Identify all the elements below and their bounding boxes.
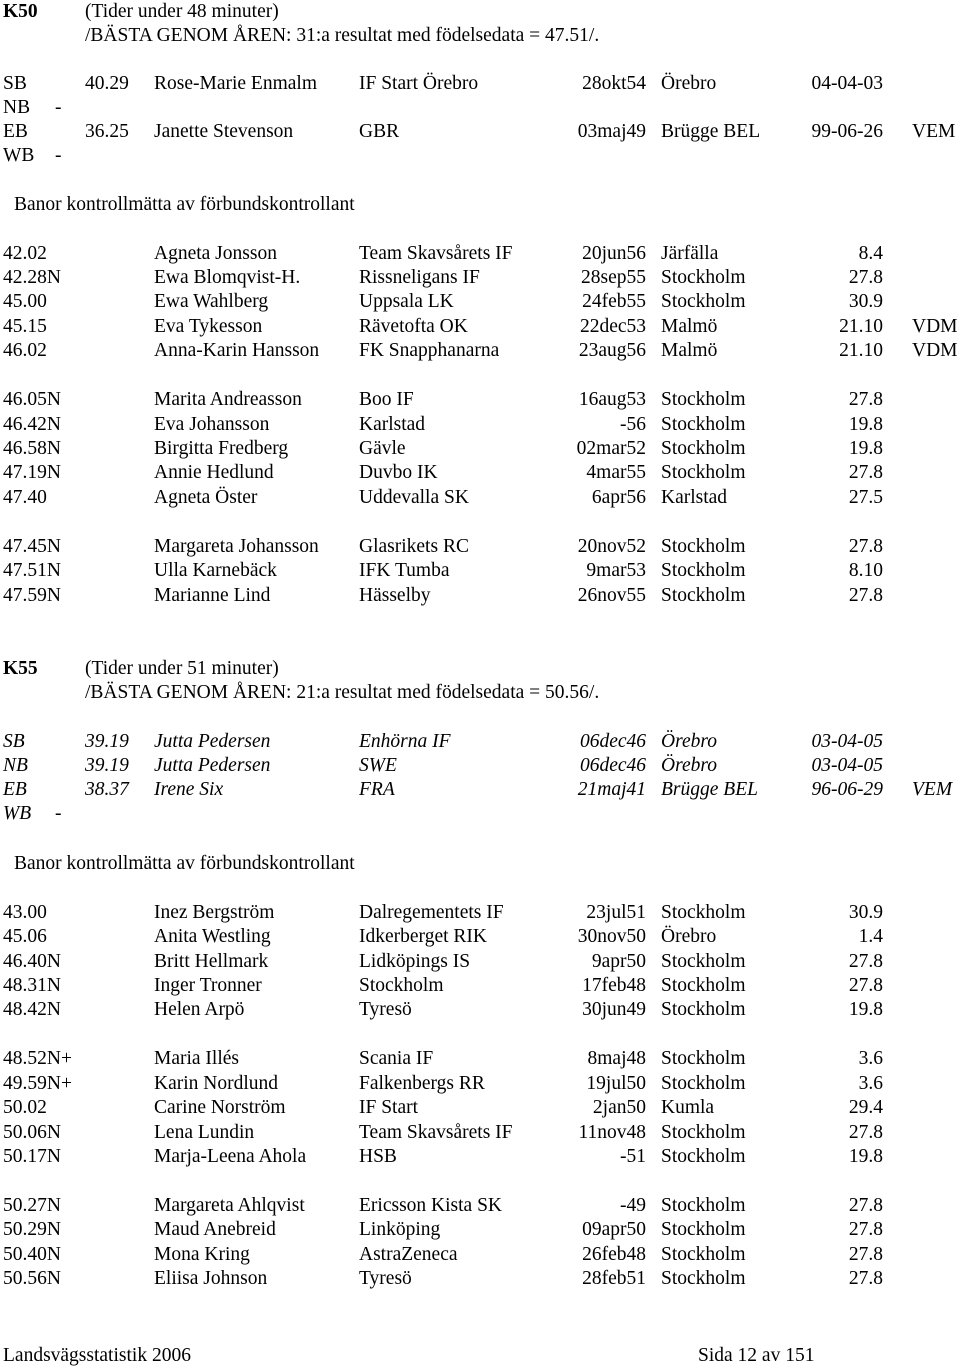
result-club: IF Start [359,1097,419,1118]
result-value: 27.8 [848,536,883,557]
record-row [0,96,960,120]
result-value: 27.8 [848,462,883,483]
result-date: 24feb55 [582,291,646,312]
table-row [0,461,960,485]
record-place: Brügge BEL [661,779,758,800]
result-place: Stockholm [661,414,746,435]
result-club: Gävle [359,438,406,459]
result-date: 20nov52 [577,536,646,557]
result-value: 30.9 [848,902,883,923]
result-value: 3.6 [858,1048,883,1069]
section-subtitle-k55: (Tider under 51 minuter) [85,658,279,679]
result-club: Tyresö [359,1268,412,1289]
result-club: AstraZeneca [359,1244,458,1265]
result-time: 47.59N [3,585,61,606]
result-place: Stockholm [661,999,746,1020]
result-place: Stockholm [661,1146,746,1167]
result-date: 30jun49 [582,999,646,1020]
result-time: 50.06N [3,1122,61,1143]
result-name: Inez Bergström [154,902,275,923]
result-place: Stockholm [661,1195,746,1216]
record-club: FRA [359,779,395,800]
result-place: Stockholm [661,975,746,996]
result-time: 45.00 [3,291,47,312]
record-date: 03maj49 [577,121,646,142]
table-row [0,1047,960,1071]
result-time: 46.40N [3,951,61,972]
result-date: 4mar55 [586,462,646,483]
record-name: Janette Stevenson [154,121,294,142]
result-place: Stockholm [661,1122,746,1143]
result-name: Mona Kring [154,1244,250,1265]
table-row [0,950,960,974]
table-row [0,1072,960,1096]
section-criteria-k55: /BÄSTA GENOM ÅREN: 21:a resultat med födelsedata = 50.56/. [85,682,600,703]
result-club: Team Skavsårets IF [359,243,513,264]
result-name: Birgitta Fredberg [154,438,289,459]
result-date: 28sep55 [581,267,646,288]
result-club: Idkerberget RIK [359,926,487,947]
table-row [0,1096,960,1120]
record-row [0,754,960,778]
result-place: Stockholm [661,462,746,483]
result-value: 21.10 [839,316,883,337]
result-time: 45.06 [3,926,47,947]
record-row [0,802,960,826]
record-value: 04-04-03 [811,73,883,94]
record-time: 40.29 [85,73,129,94]
record-place: Brügge BEL [661,121,761,142]
table-row [0,559,960,583]
result-name: Karin Nordlund [154,1073,279,1094]
result-club: Glasrikets RC [359,536,469,557]
record-club: GBR [359,121,400,142]
table-row [0,1121,960,1145]
result-date: 09apr50 [582,1219,646,1240]
result-name: Eva Tykesson [154,316,263,337]
result-value: 27.8 [848,1195,883,1216]
section-code-k50: K50 [3,1,38,22]
result-time: 50.40N [3,1244,61,1265]
result-place: Malmö [661,316,718,337]
result-place: Stockholm [661,951,746,972]
result-place: Stockholm [661,1048,746,1069]
result-date: 9apr50 [591,951,646,972]
result-date: 2jan50 [592,1097,646,1118]
result-date: -49 [620,1195,646,1216]
result-time: 47.51N [3,560,61,581]
record-code: EB [3,779,27,800]
result-value: 19.8 [848,438,883,459]
result-date: 22dec53 [579,316,646,337]
result-name: Inger Tronner [154,975,262,996]
result-value: 29.4 [848,1097,883,1118]
record-note: VEM [912,121,956,142]
table-row [0,315,960,339]
result-date: -56 [620,414,646,435]
record-time: 39.19 [85,755,129,776]
section-criteria-k50: /BÄSTA GENOM ÅREN: 31:a resultat med födelsedata = 47.51/. [85,25,600,46]
result-name: Maria Illés [154,1048,240,1069]
record-club: IF Start Örebro [359,73,479,94]
result-value: 19.8 [848,999,883,1020]
result-date: 26nov55 [577,585,646,606]
table-row [0,1145,960,1169]
result-value: 1.4 [858,926,883,947]
result-name: Carine Norström [154,1097,286,1118]
result-time: 42.28N [3,267,61,288]
result-place: Stockholm [661,1244,746,1265]
result-date: 16aug53 [578,389,646,410]
result-place: Stockholm [661,1073,746,1094]
table-row [0,974,960,998]
result-time: 48.42N [3,999,61,1020]
result-name: Maud Anebreid [154,1219,276,1240]
result-date: 8maj48 [587,1048,646,1069]
result-name: Eliisa Johnson [154,1268,268,1289]
result-name: Annie Hedlund [154,462,274,483]
result-time: 50.29N [3,1219,61,1240]
banor-note-k50: Banor kontrollmätta av förbundskontrollant [14,194,355,215]
record-row [0,144,960,168]
result-place: Stockholm [661,291,746,312]
result-place: Stockholm [661,585,746,606]
result-time: 43.00 [3,902,47,923]
result-name: Britt Hellmark [154,951,269,972]
result-club: Hässelby [359,585,431,606]
record-note: VEM [912,779,953,800]
footer-title: Landsvägsstatistik 2006 [3,1345,191,1366]
table-row [0,290,960,314]
record-place: Örebro [661,755,717,776]
table-row [0,925,960,949]
result-club: Rissneligans IF [359,267,480,288]
table-row [0,413,960,437]
result-date: 20jun56 [582,243,646,264]
result-value: 8.4 [858,243,883,264]
result-name: Anna-Karin Hansson [154,340,320,361]
result-value: 27.8 [848,1268,883,1289]
result-name: Agneta Jonsson [154,243,277,264]
table-row [0,388,960,412]
table-row [0,998,960,1022]
result-club: FK Snapphanarna [359,340,500,361]
result-name: Marianne Lind [154,585,271,606]
result-value: 27.8 [848,267,883,288]
record-value: 03-04-05 [811,731,883,752]
result-place: Stockholm [661,536,746,557]
section-subtitle-k50: (Tider under 48 minuter) [85,1,279,22]
result-time: 48.31N [3,975,61,996]
table-row [0,339,960,363]
record-row [0,120,960,144]
record-code: EB [3,121,28,142]
result-name: Marita Andreasson [154,389,302,410]
result-name: Helen Arpö [154,999,245,1020]
record-date: 06dec46 [579,731,646,752]
table-row [0,486,960,510]
result-time: 45.15 [3,316,47,337]
result-value: 19.8 [848,1146,883,1167]
result-place: Stockholm [661,1219,746,1240]
table-row [0,1267,960,1291]
result-date: 02mar52 [576,438,646,459]
record-code: WB [3,145,35,166]
record-row [0,72,960,96]
result-time: 49.59N+ [3,1073,72,1094]
result-club: Karlstad [359,414,426,435]
result-club: Team Skavsårets IF [359,1122,513,1143]
result-club: Dalregementets IF [359,902,504,923]
result-time: 50.17N [3,1146,61,1167]
table-row [0,584,960,608]
result-note: VDM [912,316,958,337]
table-row [0,1194,960,1218]
result-name: Margareta Johansson [154,536,319,557]
section-code-k55: K55 [3,658,38,679]
result-value: 21.10 [839,340,883,361]
result-club: Uddevalla SK [359,487,469,508]
record-row [0,778,960,802]
result-date: 23jul51 [586,902,646,923]
result-time: 47.45N [3,536,61,557]
result-time: 47.40 [3,487,47,508]
result-club: Linköping [359,1219,441,1240]
result-value: 27.8 [848,1219,883,1240]
result-value: 27.8 [848,389,883,410]
table-row [0,1218,960,1242]
record-row [0,730,960,754]
result-place: Stockholm [661,267,746,288]
result-club: Rävetofta OK [359,316,468,337]
result-value: 27.8 [848,975,883,996]
result-date: -51 [620,1146,646,1167]
record-club: SWE [359,755,397,776]
result-value: 30.9 [848,291,883,312]
result-date: 11nov48 [578,1122,646,1143]
result-place: Karlstad [661,487,728,508]
result-time: 42.02 [3,243,47,264]
result-date: 6apr56 [591,487,646,508]
table-row [0,437,960,461]
result-place: Stockholm [661,389,746,410]
result-place: Järfälla [661,243,719,264]
result-time: 46.02 [3,340,47,361]
table-row [0,266,960,290]
record-place: Örebro [661,73,717,94]
result-name: Eva Johansson [154,414,270,435]
result-date: 26feb48 [582,1244,646,1265]
banor-note-k55: Banor kontrollmätta av förbundskontrollant [14,853,355,874]
result-value: 27.8 [848,1122,883,1143]
result-place: Malmö [661,340,718,361]
result-name: Agneta Öster [154,487,258,508]
result-club: IFK Tumba [359,560,450,581]
record-code: NB [3,97,31,118]
result-time: 50.56N [3,1268,61,1289]
result-club: HSB [359,1146,397,1167]
result-value: 8.10 [848,560,883,581]
result-club: Ericsson Kista SK [359,1195,502,1216]
result-value: 27.5 [848,487,883,508]
record-time: - [55,803,62,824]
result-time: 46.05N [3,389,61,410]
result-value: 19.8 [848,414,883,435]
result-note: VDM [912,340,958,361]
result-time: 48.52N+ [3,1048,72,1069]
result-time: 47.19N [3,462,61,483]
record-name: Irene Six [154,779,224,800]
result-value: 27.8 [848,951,883,972]
result-date: 28feb51 [582,1268,646,1289]
result-club: Uppsala LK [359,291,454,312]
footer-page-number: Sida 12 av 151 [698,1345,815,1366]
result-club: Tyresö [359,999,412,1020]
record-date: 21maj41 [577,779,646,800]
result-place: Stockholm [661,438,746,459]
result-club: Lidköpings IS [359,951,471,972]
result-date: 30nov50 [577,926,646,947]
result-name: Ewa Blomqvist-H. [154,267,301,288]
record-place: Örebro [661,731,717,752]
result-name: Margareta Ahlqvist [154,1195,305,1216]
result-club: Scania IF [359,1048,434,1069]
result-name: Marja-Leena Ahola [154,1146,307,1167]
record-code: WB [3,803,32,824]
record-name: Jutta Pedersen [154,755,271,776]
result-value: 3.6 [858,1073,883,1094]
record-time: 36.25 [85,121,129,142]
result-time: 50.27N [3,1195,61,1216]
result-club: Stockholm [359,975,444,996]
result-place: Stockholm [661,902,746,923]
result-place: Stockholm [661,560,746,581]
table-row [0,535,960,559]
result-club: Duvbo IK [359,462,438,483]
result-time: 50.02 [3,1097,47,1118]
result-time: 46.42N [3,414,61,435]
result-date: 17feb48 [582,975,646,996]
result-place: Stockholm [661,1268,746,1289]
result-place: Kumla [661,1097,715,1118]
record-value: 96-06-29 [811,779,883,800]
record-code: SB [3,731,25,752]
record-club: Enhörna IF [359,731,451,752]
record-time: 39.19 [85,731,129,752]
result-club: Boo IF [359,389,414,410]
result-place: Örebro [661,926,717,947]
record-value: 99-06-26 [811,121,883,142]
record-time: 38.37 [85,779,129,800]
result-club: Falkenbergs RR [359,1073,485,1094]
record-name: Rose-Marie Enmalm [154,73,317,94]
result-date: 19jul50 [586,1073,646,1094]
table-row [0,901,960,925]
record-time: - [55,145,62,166]
record-name: Jutta Pedersen [154,731,271,752]
record-date: 06dec46 [579,755,646,776]
result-name: Anita Westling [154,926,271,947]
result-name: Lena Lundin [154,1122,255,1143]
record-date: 28okt54 [582,73,646,94]
result-value: 27.8 [848,1244,883,1265]
result-date: 9mar53 [586,560,646,581]
table-row [0,242,960,266]
result-name: Ewa Wahlberg [154,291,269,312]
record-code: SB [3,73,27,94]
result-time: 46.58N [3,438,61,459]
record-time: - [55,97,62,118]
result-name: Ulla Karnebäck [154,560,277,581]
record-code: NB [3,755,28,776]
result-value: 27.8 [848,585,883,606]
result-date: 23aug56 [578,340,646,361]
record-value: 03-04-05 [811,755,883,776]
table-row [0,1243,960,1267]
